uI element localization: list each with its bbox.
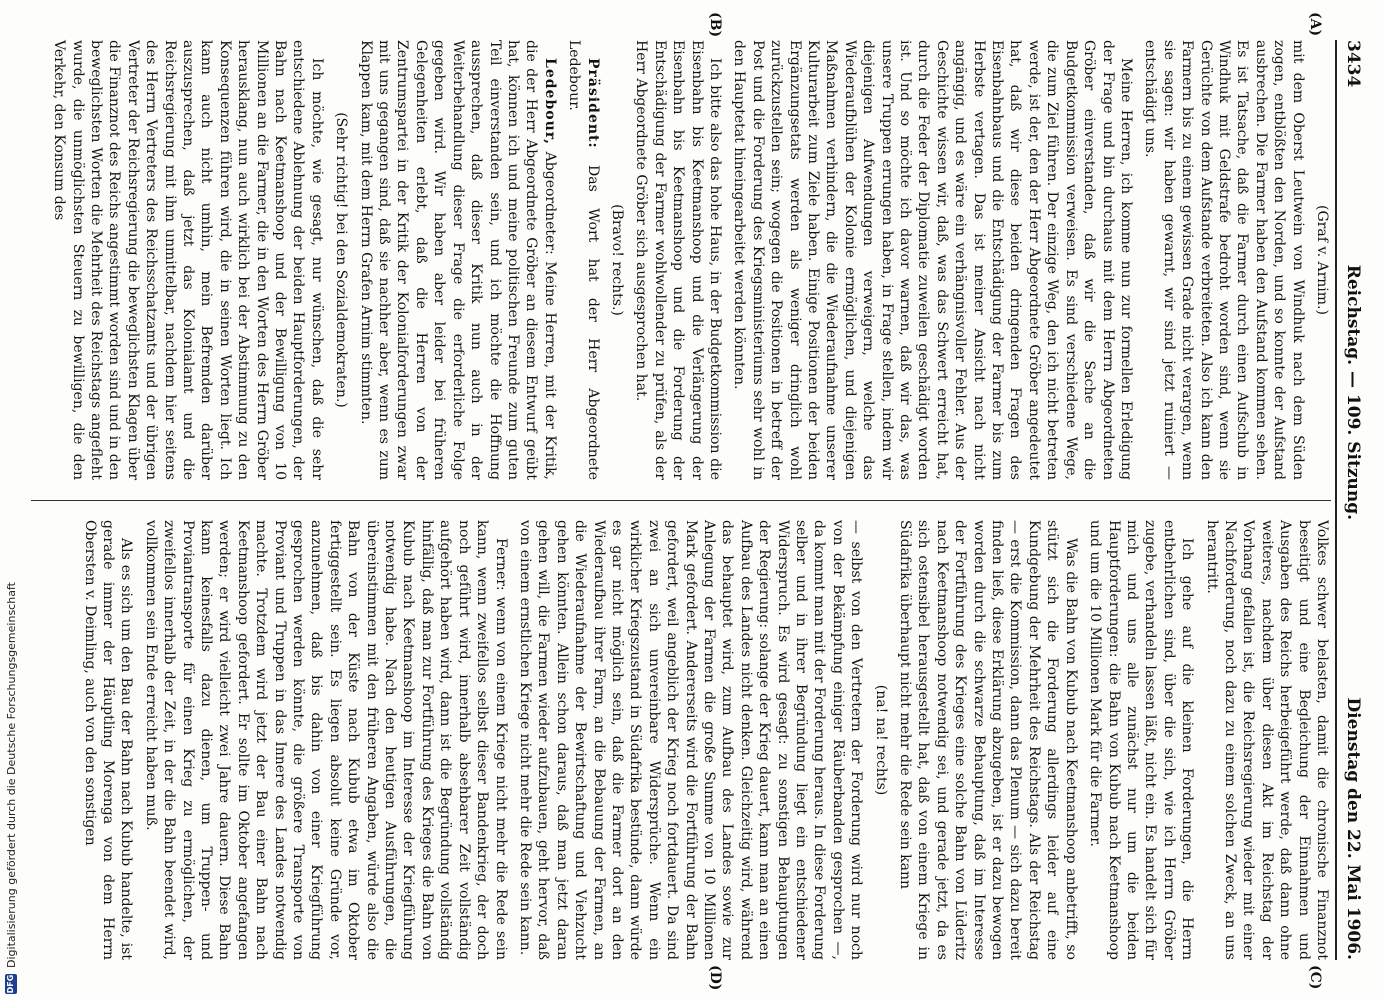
president-label: Präsident: [584, 58, 601, 149]
header-rule [1335, 40, 1337, 960]
paragraph: Meine Herren, ich komme nun zur formellen Erledigung der Frage und bin durchaus mit dem Herrn Abgeordneten Gröber einverstanden, daß wir die Sache an die Budgetkommission verweisen. Es sind verschiedene Wege, die zum Ziel führen. Der einzige Weg, den ich nicht betreten werde, ist der, den der Herr Abgeordnete Gröber angedeutet hat, daß wir diese beiden dringenden Fragen des Eisenbahnbaus und die Entschädigung der Farmer bis zum Herbste vertagen. Das ist meiner Ansicht nach nicht angängig, und es wäre ein verhängnisvoller Fehler. Aus der Geschichte wissen wir, daß, was das Schwert erreicht hat, durch die Feder der Diplomatie zuweilen geschädigt worden ist. Und so möchte ich davor warnen, daß wir das, was unsere Truppen errungen haben, in Frage stellen, indem wir diejenigen Aufwendungen verweigern, welche das Wiederaufblühen der Kolonie ermöglichen, und diejenigen Maßnahmen verhindern, die die Wiederaufnahme unserer Kulturarbeit zum Ziele haben. Einige Positionen der beiden Ergänzungsetats werden als weniger dringlich wohl zurückzustellen sein; wogegen die Positionen in betreff der Post und die Forderung des Kriegsministeriums sehr wohl in den Hauptetat hineingearbeitet werden könnten. [731, 40, 1134, 480]
page-number: 3434 [1343, 40, 1363, 88]
paragraph: Ich möchte, wie gesagt, nur wünschen, daß die sehr entschiedene Ablehnung der beiden Hauptforderungen, der Bahn nach Keetmanshoop und der Bewilligung von 10 Millionen an die Farmer, die in den Worten des Herrn Gröber herausklang, nun auch wirklich bei der Abstimmung zu den Konsequenzen führen wird, die in seinen Worten liegt. Ich kann auch nicht umhin, mein Befremden darüber auszusprechen, daß jetzt das Kolonialamt und die Reichsregierung mit ihm unmittelbar, nachdem hier seitens des Herrn Vertreters des Reichsschatzamts und der übrigen Vertreter der Reichsregierung die beweglichsten Klagen über die Finanznot des Reichs angestimmt worden sind und in den beweglichsten Worten die Mehrheit des Reichstags angefleht wurde, die unmöglichsten Steuern zu bewilligen, die den Verkehr, den Konsum des [51, 40, 325, 481]
digitization-credit [0, 0, 22, 1000]
marker-d: (D) [707, 965, 723, 991]
interjection-note: (na! na! rechts) [872, 684, 889, 796]
digitization-credit-text: Digitalisierung gefördert durch die Deutsche Forschungsgemeinschaft [4, 582, 18, 968]
column-divider [31, 500, 1331, 501]
marker-c: (C) [1307, 965, 1323, 990]
right-column [31, 520, 1331, 960]
page-title: Reichstag. — 109. Sitzung. [1343, 264, 1363, 521]
paragraph: Als es sich um den Bau der Bahn nach Kubub handelte, ist gerade immer der Häuptling Morenga von dem Herrn Obersten v. Deimling, auch von den sonstigen [81, 520, 135, 960]
paragraph: Was die Bahn von Kubub nach Keetmanshoop anbetrifft, so stützt sich die Forderung allerdings leider auf eine Kundgebung der Mehrheit des Reichstags. Als der Reichstag — erst die Kommission, dann das Plenum — sich dazu bereit finden ließ, diese Erklärung abzugeben, ist er dazu bewogen worden durch die schwarze Behauptung, daß im Interesse der Fortführung des Krieges eine solche Bahn von Lüderitz nach Keetmanshoop notwendig sei, und gerade jetzt, da es sich ostensibel herausgestellt hat, daß von einem Kriege in Südafrika überhaupt nicht mehr die Rede sein kann [897, 520, 1079, 960]
ledebour-label: Ledebour, [541, 58, 558, 145]
left-column [31, 40, 1331, 480]
page-date: Dienstag den 22. Mai 1906. [1343, 697, 1363, 960]
dfg-logo: DFG [6, 974, 15, 994]
paragraph: Ferner: wenn von einem Kriege nicht mehr die Rede sein kann, wenn zweifellos selbst dieser Bandenkrieg, der doch noch geführt wird, innerhalb absehbarer Zeit vollständig aufgehört haben wird, dann ist die Begründung vollständig hinfällig, daß man zur Fortführung des Krieges die Bahn von Kubub nach Keetmanshoop im Interesse der Kriegführung notwendig habe. Nach den heutigen Ausführungen, die übereinstimmen mit den früheren Angaben, würde also die Bahn von der Küste nach Kubub etwa im Oktober fertiggestellt sein. Es liegen absolut keine Gründe vor, anzunehmen, daß bis dahin von einer Kriegführung gesprochen werden könnte, die größere Transporte von Proviant und Truppen in das Innere des Landes notwendig machte. Trotzdem wird jetzt der Bau einer Bahn nach Keetmanshoop gefordert. Er sollte im Oktober angefangen werden; er wird vielleicht zwei Jahre dauern. Diese Bahn kann keinesfalls dazu dienen, um Truppen- und Proviantransporte für einen Krieg zu ermöglichen, der zweifellos innerhalb der Zeit, in der die Bahn beendet wird, vollkommen sein Ende erreicht haben muß. [142, 520, 509, 960]
paragraph: — selbst von den Vertretern der Forderung wird nur noch von der Bekämpfung einiger Räuberbanden gesprochen —, da kommt man mit der Forderung heraus. In diese Forderung selber und in ihrer Begründung liegt ein entschiedener Widerspruch. Es wird gesagt: zu sonstigen Behauptungen der Regierung: solange der Krieg dauert, kann man an einen Aufbau des Landes nicht denken. Gleichzeitig wird, während das behauptet wird, zum Aufbau des Landes sowie zur Anlegung der Farmen die große Summe von 10 Millionen Mark gefordert. Andererseits wird die Fortführung der Bahn gefordert, weil angeblich der Krieg noch fortdauert. Da sind zwei an sich unvereinbare Widersprüche. Wenn ein wirklicher Kriegszustand in Südafrika bestünde, dann würde es gar nicht möglich sein, daß die Farmer dort an den Wiederaufbau ihrer Farm, an die Bebauung der Farmen, an die Wiederaufnahme der Bewirtschaftung und Viehzucht gehen könnten. Allein schon daraus, daß man jetzt daran gehen will, die Farmen wieder aufzubauen, geht hervor, daß von einem ernstlichen Kriege nicht mehr die Rede sein kann. [516, 520, 865, 960]
ledebour-speech [356, 40, 558, 480]
page-header [1339, 40, 1367, 960]
interjection-note: (Sehr richtig! bei den Sozialdemokraten.) [333, 112, 350, 408]
marker-a: (A) [1307, 12, 1323, 37]
applause-note: (Bravo! rechts.) [608, 204, 625, 316]
paragraph: Volkes schwer belasten, damit die chronische Finanznot beseitigt und eine Begleichung der Einnahmen und Ausgaben des Reichs herbeigeführt werde, daß dann ohne weiteres, nachdem über diesen Akt im Reichstag der Vorhang gefallen ist, die Reichsregierung wieder mit einer Nachforderung, noch dazu zu einem solchen Zweck, an uns herantritt. [1203, 520, 1330, 960]
president-statement [565, 40, 602, 480]
paragraph: Ich gehe auf die kleinen Forderungen, die Herrn entbehrlichen sind, über die sich, wie ich Herrn Gröber zugebe, verhandeln lassen läßt, nicht ein. Es handelt sich für mich und uns alle zunächst nur um die beiden Hauptforderungen: die Bahn von Kubub nach Keetmanshoop und um die 10 Millionen Mark für die Farmer. [1087, 520, 1196, 960]
paragraph: mit dem Oberst Leutwein von Windhuk nach dem Süden zogen, entblößten den Norden, und so konnte der Aufstand ausbrechen. Die Farmer haben den Aufstand kommen sehen. Es ist Tatsache, daß die Farmer durch einen Aufschub in Windhuk mit Geldstrafe bedroht worden sind, wenn sie Gerüchte von dem Aufstande verbreiteten. Also ich kann den Farmern bis zu einem gewissen Grade nicht verargen, wenn sie sagen: wir haben gewarnt, wir sind jetzt ruiniert — entschädigt uns. [1142, 40, 1306, 480]
marker-b: (B) [707, 12, 723, 38]
paragraph: Ich bitte also das hohe Haus, in der Budgetkommission die Eisenbahn bis Keetmanshoop und die Verlängerung der Eisenbahn bis Keetmanshoop und die Forderung der Entschädigung der Farmer wohlwollender zu prüfen, als der Herr Abgeordnete Gröber sich ausgesprochen hat. [633, 40, 723, 480]
president-text: Das Wort hat der Herr Abgeordnete Ledebour. [566, 40, 601, 480]
ledebour-text: Abgeordneter: Meine Herren, mit der Kritik, die der Herr Abgeordnete Gröber an diesem Entwurf geübt hat, können ich und meine politischen Freunde zum guten Teil einverstanden sein, und ich möchte die Hoffnung aussprechen, daß dieser Kritik nun auch in der Weiterbehandlung dieser Frage die erforderliche Folge gegeben wird. Wir haben aber leider bei früheren Gelegenheiten erlebt, daß die Herren von der Zentrumspartei in der Kritik der Kolonialforderungen zwar mit uns gegangen sind, daß sie nachher aber, wenn es zum Klappen kam, mit dem Herrn Grafen Arnim stimmten. [357, 40, 558, 481]
speaker-reference: (Graf v. Arnim.) [1314, 205, 1330, 315]
